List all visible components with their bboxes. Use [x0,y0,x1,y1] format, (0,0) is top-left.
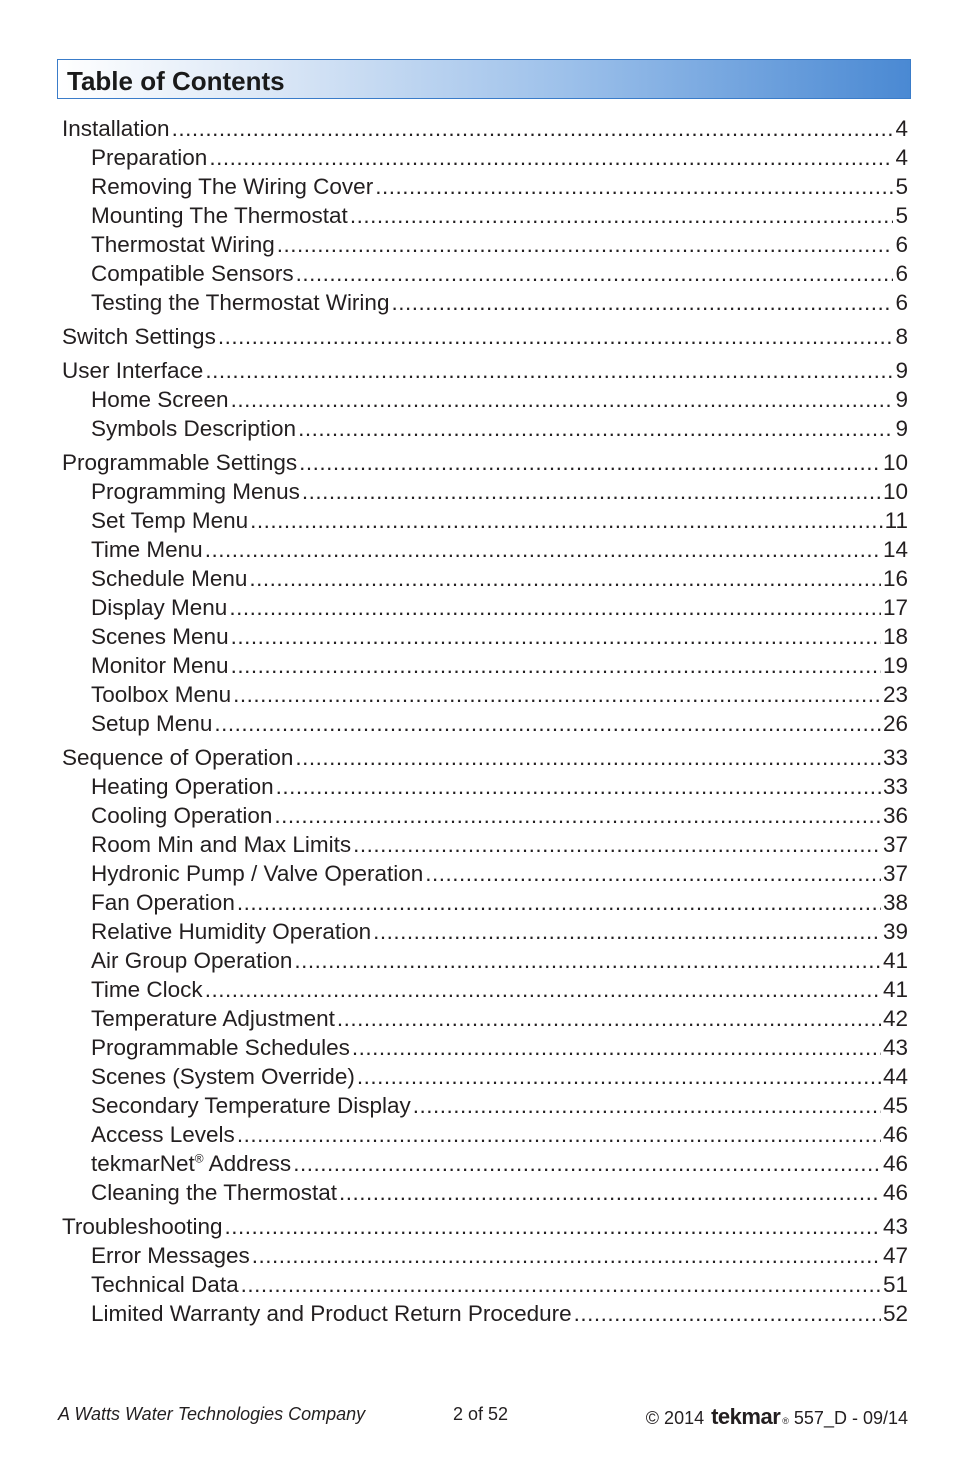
toc-entry-title-text: Compatible Sensors [91,261,294,286]
dot-leader [205,975,881,1004]
toc-entry-title-text: Toolbox Menu [91,682,232,707]
toc-subentry[interactable] [62,1241,908,1270]
toc-entry-title [91,593,227,622]
toc-entry-title-text: Set Temp Menu [91,508,249,533]
dot-leader [574,1299,881,1328]
toc-entry-title [91,651,229,680]
dot-leader [294,946,881,975]
dot-leader [357,1062,881,1091]
toc-entry-title-text: Time Clock [91,977,203,1002]
dot-leader [353,830,881,859]
dot-leader [237,888,881,917]
toc-subentry[interactable] [62,506,908,535]
toc-entry-title-text: Time Menu [91,537,203,562]
toc-subentry[interactable] [62,1120,908,1149]
registered-mark: ® [194,1151,204,1166]
toc-page-number: 26 [882,711,908,736]
toc-entry-title [91,288,389,317]
toc-subentry[interactable] [62,1270,908,1299]
toc-entry-title [91,709,212,738]
toc-page-number: 46 [882,1151,908,1176]
toc-subentry[interactable] [62,622,908,651]
toc-entry-title-text: Thermostat Wiring [91,232,275,257]
dot-leader [425,859,881,888]
toc-subentry[interactable] [62,288,908,317]
toc-page-number: 39 [882,919,908,944]
toc-page-number: 45 [882,1093,908,1118]
toc-entry-title [91,917,371,946]
toc-entry-title [91,1299,572,1328]
toc-page-number: 6 [895,232,908,257]
toc-entry-title [91,946,292,975]
toc-subentry[interactable] [62,593,908,622]
toc-entry-title-text: Display Menu [91,595,228,620]
toc-entry-title [91,143,207,172]
footer-page-number: 2 of 52 [453,1404,509,1424]
toc-entry-title [91,477,300,506]
dot-leader [241,1270,881,1299]
toc-entry-title [91,1149,291,1178]
toc-entry-title-text: Access Levels [91,1122,235,1147]
toc-subentry[interactable] [62,172,908,201]
toc-page-number: 36 [882,803,908,828]
toc-entry-title-text: Mounting The Thermostat [91,203,348,228]
dot-leader [375,172,893,201]
toc-page-number: 46 [882,1180,908,1205]
toc-entry-title [91,859,423,888]
toc-entry-title-text: Removing The Wiring Cover [91,174,374,199]
toc-page-number: 19 [882,653,908,678]
toc-subentry[interactable] [62,230,908,259]
toc-subentry[interactable] [62,1299,908,1328]
dot-leader [391,288,893,317]
toc-entry[interactable] [62,114,908,143]
toc-page-number: 4 [895,145,908,170]
toc-subentry[interactable] [62,772,908,801]
dot-leader [298,414,893,443]
dot-leader [237,1120,881,1149]
toc-entry-title-text: Temperature Adjustment [91,1006,335,1031]
toc-entry-title-text: User Interface [62,358,204,383]
toc-entry[interactable] [62,356,908,385]
toc-subentry[interactable] [62,564,908,593]
toc-subentry[interactable] [62,709,908,738]
toc-entry-title [91,201,348,230]
toc-subentry[interactable] [62,888,908,917]
toc-entry-title-text: Switch Settings [62,324,216,349]
toc-page-number: 42 [882,1006,908,1031]
toc-entry-title-text: Technical Data [91,1272,239,1297]
toc-entry-title [91,1062,355,1091]
dot-leader [276,772,881,801]
toc-section [62,448,908,738]
toc-page-number: 11 [884,508,908,533]
toc-page-number: 51 [882,1272,908,1297]
toc-subentry[interactable] [62,859,908,888]
dot-leader [231,385,894,414]
toc-entry-title [91,801,272,830]
toc-entry-title [91,564,247,593]
toc-entry-title-text: Scenes Menu [91,624,229,649]
dot-leader [337,1004,881,1033]
toc-page-number: 47 [882,1243,908,1268]
toc-page-number: 16 [882,566,908,591]
toc-page-number: 37 [882,861,908,886]
toc-entry-title [91,888,235,917]
toc-entry-title-text: Home Screen [91,387,229,412]
toc-entry-title [91,506,248,535]
toc-section [62,1212,908,1328]
toc-entry-title [91,1270,239,1299]
toc-page-number: 10 [882,479,908,504]
toc-entry-title-text: Cleaning the Thermostat [91,1180,337,1205]
toc-entry-title-text: Programmable Settings [62,450,298,475]
toc-page-number: 6 [895,290,908,315]
toc-entry-title-text: Air Group Operation [91,948,293,973]
toc-entry-title [91,230,275,259]
toc-subentry[interactable] [62,830,908,859]
toc-subentry[interactable] [62,1149,908,1178]
toc-subentry[interactable] [62,1033,908,1062]
toc-page-number: 41 [882,948,908,973]
toc-entry-title-text: Symbols Description [91,416,297,441]
toc-entry-title-text: Heating Operation [91,774,274,799]
toc-section [62,114,908,317]
toc-subentry[interactable] [62,259,908,288]
dot-leader [231,622,881,651]
toc-entry-title-text: Room Min and Max Limits [91,832,352,857]
toc-entry-title [91,535,203,564]
toc-entry-title [91,975,203,1004]
toc-subentry[interactable] [62,1091,908,1120]
toc-subentry[interactable] [62,946,908,975]
dot-leader [218,322,894,351]
toc-entry-title-text: Error Messages [91,1243,250,1268]
toc-entry[interactable] [62,322,908,351]
toc-entry-title [62,356,203,385]
toc-entry-title-suffix: Address [203,1151,292,1176]
toc-entry-title-text: Setup Menu [91,711,213,736]
dot-leader [277,230,894,259]
toc-entry-title [62,448,297,477]
dot-leader [225,1212,881,1241]
toc-subentry[interactable] [62,975,908,1004]
toc-entry-title [62,114,170,143]
toc-subentry[interactable] [62,535,908,564]
table-of-contents [62,114,908,1333]
toc-entry-title-text: Schedule Menu [91,566,248,591]
toc-entry-title-text: tekmarNet [91,1151,195,1176]
toc-section [62,743,908,1207]
dot-leader [172,114,894,143]
toc-page-number: 43 [882,1214,908,1239]
toc-subentry[interactable] [62,917,908,946]
dot-leader [352,1033,881,1062]
toc-page-number: 43 [882,1035,908,1060]
dot-leader [231,651,881,680]
brand-logo: tekmar [711,1404,781,1429]
toc-entry-title-text: Cooling Operation [91,803,273,828]
toc-entry-title [91,1178,337,1207]
dot-leader [350,201,894,230]
toc-page-number: 8 [895,324,908,349]
toc-subentry[interactable] [62,385,908,414]
toc-entry-title [62,743,293,772]
toc-entry-title [91,622,229,651]
toc-section [62,322,908,351]
toc-entry-title [91,1004,335,1033]
toc-page-number: 38 [882,890,908,915]
toc-page-number: 52 [882,1301,908,1326]
toc-entry-title [91,1033,350,1062]
toc-entry-title [62,322,216,351]
toc-section [62,356,908,443]
dot-leader [252,1241,881,1270]
toc-page-number: 46 [882,1122,908,1147]
toc-subentry[interactable] [62,477,908,506]
toc-page-number: 9 [895,387,908,412]
toc-entry-title [91,1120,235,1149]
toc-entry-title [91,385,229,414]
dot-leader [205,535,881,564]
toc-subentry[interactable] [62,1004,908,1033]
toc-entry-title-text: Fan Operation [91,890,235,915]
toc-subentry[interactable] [62,414,908,443]
brand-registered-mark: ® [782,1416,789,1426]
footer-right [646,1404,908,1430]
toc-entry-title-text: Hydronic Pump / Valve Operation [91,861,424,886]
toc-subentry[interactable] [62,1062,908,1091]
toc-page-number: 5 [895,203,908,228]
toc-entry-title-text: Relative Humidity Operation [91,919,372,944]
dot-leader [205,356,893,385]
toc-page-number: 37 [882,832,908,857]
toc-page-number: 33 [882,774,908,799]
dot-leader [274,801,881,830]
toc-page-number: 44 [882,1064,908,1089]
page-title: Table of Contents [67,66,285,96]
toc-page-number: 5 [895,174,908,199]
toc-entry-title-text: Testing the Thermostat Wiring [91,290,390,315]
toc-page-number: 6 [895,261,908,286]
dot-leader [249,564,881,593]
toc-page-number: 23 [882,682,908,707]
toc-subentry[interactable] [62,801,908,830]
footer-doc-code: 557_D - 09/14 [793,1408,908,1428]
toc-entry-title-text: Sequence of Operation [62,745,294,770]
dot-leader [214,709,881,738]
toc-page-number: 9 [895,358,908,383]
toc-entry-title-text: Troubleshooting [62,1214,223,1239]
toc-subentry[interactable] [62,651,908,680]
toc-subentry[interactable] [62,1178,908,1207]
toc-entry-title-text: Scenes (System Override) [91,1064,355,1089]
toc-page-number: 41 [882,977,908,1002]
toc-entry-title-text: Preparation [91,145,208,170]
dot-leader [229,593,881,622]
toc-page-number: 10 [882,450,908,475]
dot-leader [296,259,894,288]
dot-leader [413,1091,881,1120]
toc-entry-title [91,1091,411,1120]
toc-entry-title-text: Programmable Schedules [91,1035,350,1060]
toc-entry-title [91,1241,250,1270]
footer-copyright: © 2014 [645,1408,705,1428]
dot-leader [373,917,881,946]
toc-page-number: 33 [882,745,908,770]
toc-entry-title [91,259,294,288]
toc-entry-title-text: Limited Warranty and Product Return Procedure [91,1301,572,1326]
toc-entry-title [62,1212,223,1241]
toc-entry[interactable] [62,1212,908,1241]
toc-page-number: 18 [882,624,908,649]
toc-entry[interactable] [62,448,908,477]
dot-leader [209,143,893,172]
toc-entry-title-text: Monitor Menu [91,653,229,678]
toc-entry-title [91,414,296,443]
toc-page-number: 14 [882,537,908,562]
toc-subentry[interactable] [62,680,908,709]
dot-leader [250,506,882,535]
toc-entry-title [91,172,373,201]
toc-page-number: 17 [882,595,908,620]
dot-leader [339,1178,881,1207]
toc-page-number: 4 [895,116,908,141]
dot-leader [295,743,881,772]
toc-subentry[interactable] [62,143,908,172]
toc-header-bar [57,59,911,99]
dot-leader [233,680,881,709]
toc-entry-title [91,680,231,709]
dot-leader [302,477,881,506]
toc-subentry[interactable] [62,201,908,230]
toc-entry-title-text: Installation [62,116,170,141]
toc-entry[interactable] [62,743,908,772]
footer-company: A Watts Water Technologies Company [58,1404,366,1424]
toc-entry-title-text: Programming Menus [91,479,300,504]
toc-entry-title [91,772,274,801]
toc-page-number: 9 [895,416,908,441]
toc-entry-title [91,830,351,859]
dot-leader [293,1149,881,1178]
dot-leader [299,448,881,477]
toc-entry-title-text: Secondary Temperature Display [91,1093,411,1118]
